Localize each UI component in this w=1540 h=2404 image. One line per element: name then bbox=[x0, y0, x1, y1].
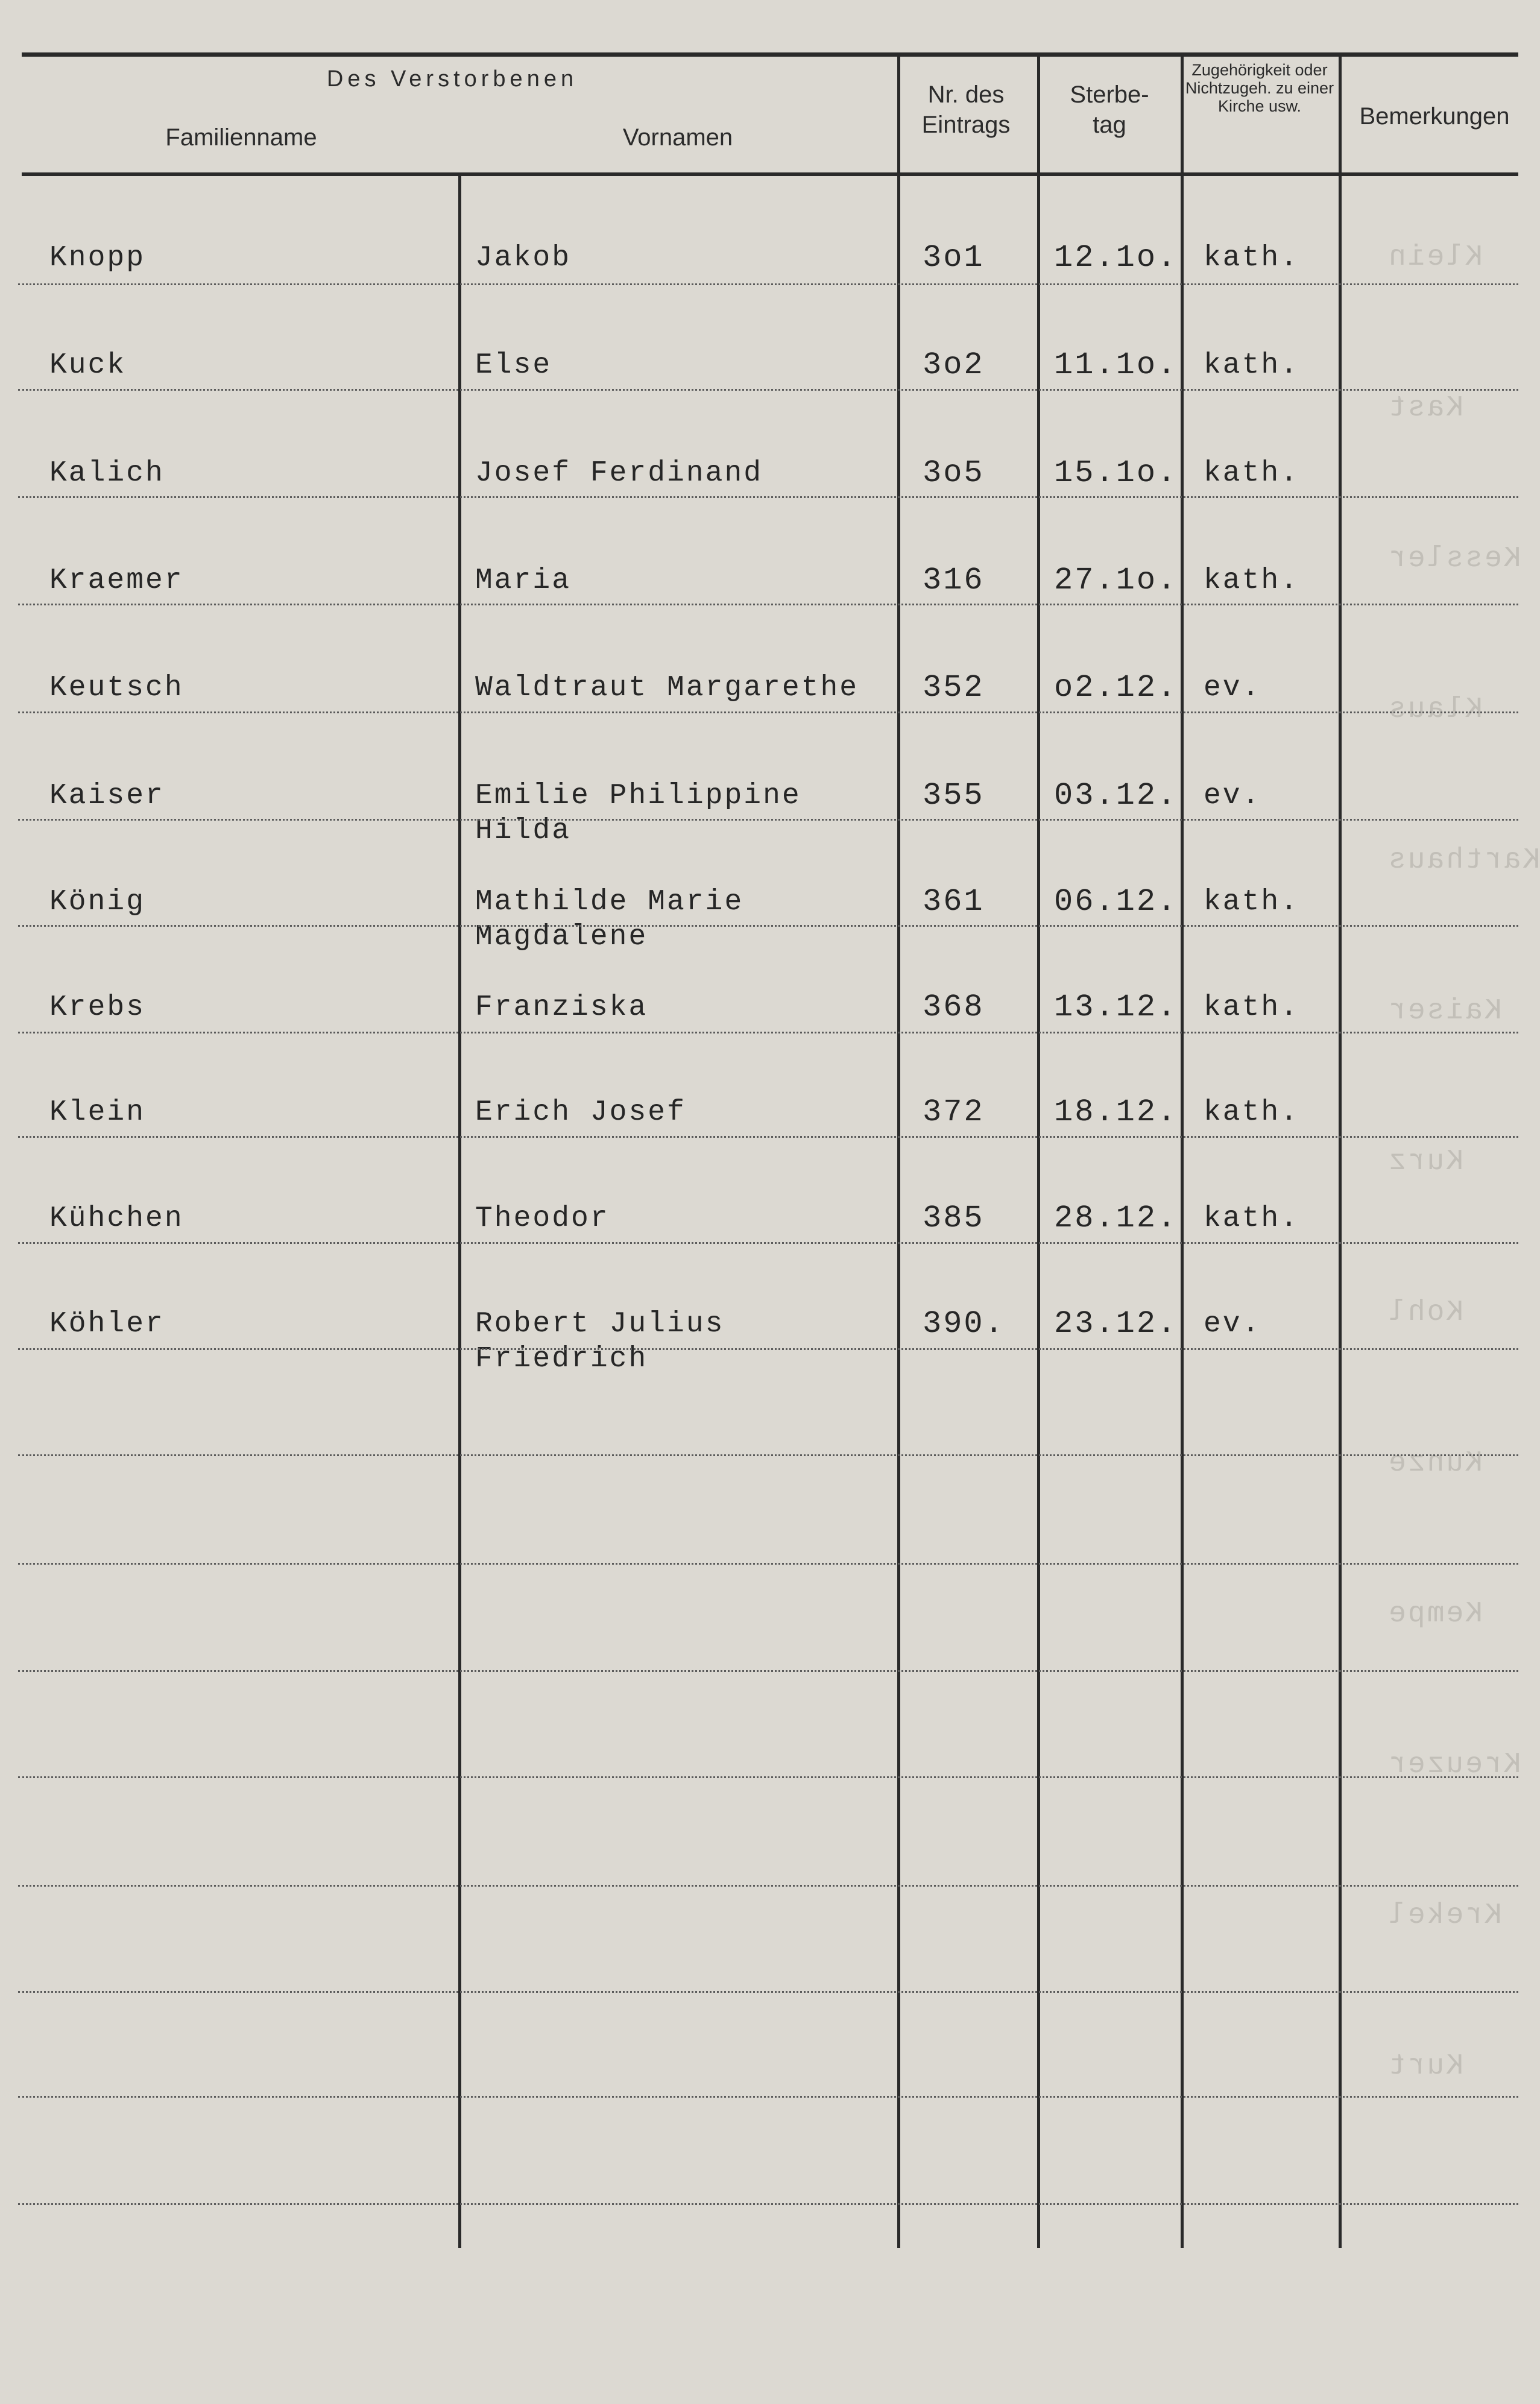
row-divider bbox=[18, 2096, 1518, 2098]
entry-number-cell: 3o5 bbox=[923, 455, 985, 491]
church-affiliation-cell: ev. bbox=[1204, 1308, 1261, 1340]
row-divider bbox=[18, 1991, 1518, 1993]
entry-number-cell: 372 bbox=[923, 1094, 985, 1130]
separator-remarks bbox=[1339, 55, 1342, 2248]
church-affiliation-cell: ev. bbox=[1204, 672, 1261, 704]
separator-vornamen bbox=[458, 174, 461, 2248]
header-death-day: Sterbe-tag bbox=[1070, 81, 1149, 138]
row-divider bbox=[18, 1032, 1518, 1033]
given-names-cell: Mathilde Marie bbox=[475, 886, 744, 918]
church-affiliation-cell: kath. bbox=[1204, 886, 1300, 918]
row-divider bbox=[18, 604, 1518, 605]
row-divider bbox=[18, 389, 1518, 391]
row-divider bbox=[18, 283, 1518, 285]
death-day-cell: 12.1o. bbox=[1054, 240, 1178, 276]
entry-number-cell: 361 bbox=[923, 884, 985, 920]
church-affiliation-cell: kath. bbox=[1204, 1096, 1300, 1129]
given-names-cell: Emilie Philippine bbox=[475, 780, 801, 812]
death-day-cell: 06.12. bbox=[1054, 884, 1178, 920]
bleed-through-word: Kast bbox=[1387, 392, 1464, 424]
church-affiliation-cell: kath. bbox=[1204, 457, 1300, 490]
entry-number-cell: 385 bbox=[923, 1200, 985, 1236]
church-affiliation-cell: kath. bbox=[1204, 242, 1300, 274]
bleed-through-word: Klein bbox=[1387, 241, 1483, 274]
row-divider bbox=[18, 1348, 1518, 1350]
entry-number-cell: 316 bbox=[923, 563, 985, 598]
header-bottom-rule bbox=[22, 172, 1518, 176]
surname-cell: Keutsch bbox=[49, 672, 184, 704]
death-day-cell: 15.1o. bbox=[1054, 455, 1178, 491]
row-divider bbox=[18, 1242, 1518, 1244]
entry-number-cell: 3o2 bbox=[923, 347, 985, 383]
separator-entry-no bbox=[897, 55, 900, 2248]
surname-cell: Kaiser bbox=[49, 780, 165, 812]
given-names-continuation: Hilda bbox=[475, 815, 572, 847]
row-divider bbox=[18, 496, 1518, 498]
given-names-continuation: Friedrich bbox=[475, 1343, 648, 1375]
row-divider bbox=[18, 819, 1518, 821]
bleed-through-word: Kurt bbox=[1387, 2050, 1464, 2083]
given-names-cell: Else bbox=[475, 349, 552, 382]
row-divider bbox=[18, 1454, 1518, 1456]
bleed-through-word: Kreuzer bbox=[1387, 1749, 1521, 1781]
header-group-label: Des Verstorbenen bbox=[326, 66, 578, 92]
row-divider bbox=[18, 1670, 1518, 1672]
given-names-cell: Waldtraut Margarethe bbox=[475, 672, 859, 704]
church-affiliation-cell: kath. bbox=[1204, 564, 1300, 597]
surname-cell: Kühchen bbox=[49, 1202, 184, 1235]
death-day-cell: 03.12. bbox=[1054, 778, 1178, 813]
death-day-cell: 11.1o. bbox=[1054, 347, 1178, 383]
bleed-through-word: Kunze bbox=[1387, 1447, 1483, 1480]
surname-cell: Köhler bbox=[49, 1308, 165, 1340]
given-names-cell: Franziska bbox=[475, 991, 648, 1024]
surname-cell: Kraemer bbox=[49, 564, 184, 597]
row-divider bbox=[18, 1885, 1518, 1887]
given-names-cell: Theodor bbox=[475, 1202, 610, 1235]
header-surname: Familienname bbox=[165, 124, 317, 151]
row-divider bbox=[18, 925, 1518, 927]
church-affiliation-cell: kath. bbox=[1204, 991, 1300, 1024]
given-names-cell: Maria bbox=[475, 564, 572, 597]
row-divider bbox=[18, 1563, 1518, 1565]
church-affiliation-cell: ev. bbox=[1204, 780, 1261, 812]
entry-number-cell: 368 bbox=[923, 989, 985, 1025]
entry-number-cell: 3o1 bbox=[923, 240, 985, 276]
death-day-cell: 18.12. bbox=[1054, 1094, 1178, 1130]
separator-death-day bbox=[1037, 55, 1040, 2248]
header-remarks: Bemerkungen bbox=[1359, 103, 1510, 130]
bleed-through-word: Kurz bbox=[1387, 1146, 1464, 1178]
given-names-cell: Josef Ferdinand bbox=[475, 457, 763, 490]
surname-cell: König bbox=[49, 886, 146, 918]
separator-affiliation bbox=[1181, 55, 1184, 2248]
bleed-through-word: Kempe bbox=[1387, 1598, 1483, 1630]
entry-number-cell: 352 bbox=[923, 670, 985, 705]
given-names-cell: Robert Julius bbox=[475, 1308, 725, 1340]
death-day-cell: 27.1o. bbox=[1054, 563, 1178, 598]
bleed-through-word: Kessler bbox=[1387, 543, 1521, 575]
surname-cell: Krebs bbox=[49, 991, 146, 1024]
surname-cell: Klein bbox=[49, 1096, 146, 1129]
header-entry-number: Nr. des Eintrags bbox=[921, 81, 1011, 138]
death-day-cell: 23.12. bbox=[1054, 1306, 1178, 1342]
row-divider bbox=[18, 2203, 1518, 2205]
entry-number-cell: 390. bbox=[923, 1306, 1005, 1342]
row-divider bbox=[18, 1776, 1518, 1778]
given-names-cell: Jakob bbox=[475, 242, 572, 274]
bleed-through-word: Karthaus bbox=[1387, 844, 1540, 877]
given-names-cell: Erich Josef bbox=[475, 1096, 686, 1129]
given-names-continuation: Magdalene bbox=[475, 921, 648, 953]
row-divider bbox=[18, 1136, 1518, 1138]
bleed-through-word: Krekel bbox=[1387, 1899, 1502, 1932]
bleed-through-word: Klaus bbox=[1387, 693, 1483, 726]
row-divider bbox=[18, 711, 1518, 713]
surname-cell: Kuck bbox=[49, 349, 127, 382]
header-church-affiliation: Zugehörigkeit oder Nichtzugeh. zu einer Kirche usw. bbox=[1185, 61, 1334, 116]
church-affiliation-cell: kath. bbox=[1204, 349, 1300, 382]
surname-cell: Kalich bbox=[49, 457, 165, 490]
death-day-cell: 13.12. bbox=[1054, 989, 1178, 1025]
death-day-cell: 28.12. bbox=[1054, 1200, 1178, 1236]
header-given-names: Vornamen bbox=[622, 124, 733, 151]
top-rule bbox=[22, 52, 1518, 57]
church-affiliation-cell: kath. bbox=[1204, 1202, 1300, 1235]
entry-number-cell: 355 bbox=[923, 778, 985, 813]
surname-cell: Knopp bbox=[49, 242, 146, 274]
bleed-through-word: Kaiser bbox=[1387, 995, 1502, 1027]
death-day-cell: o2.12. bbox=[1054, 670, 1178, 705]
bleed-through-word: Kohl bbox=[1387, 1296, 1464, 1329]
